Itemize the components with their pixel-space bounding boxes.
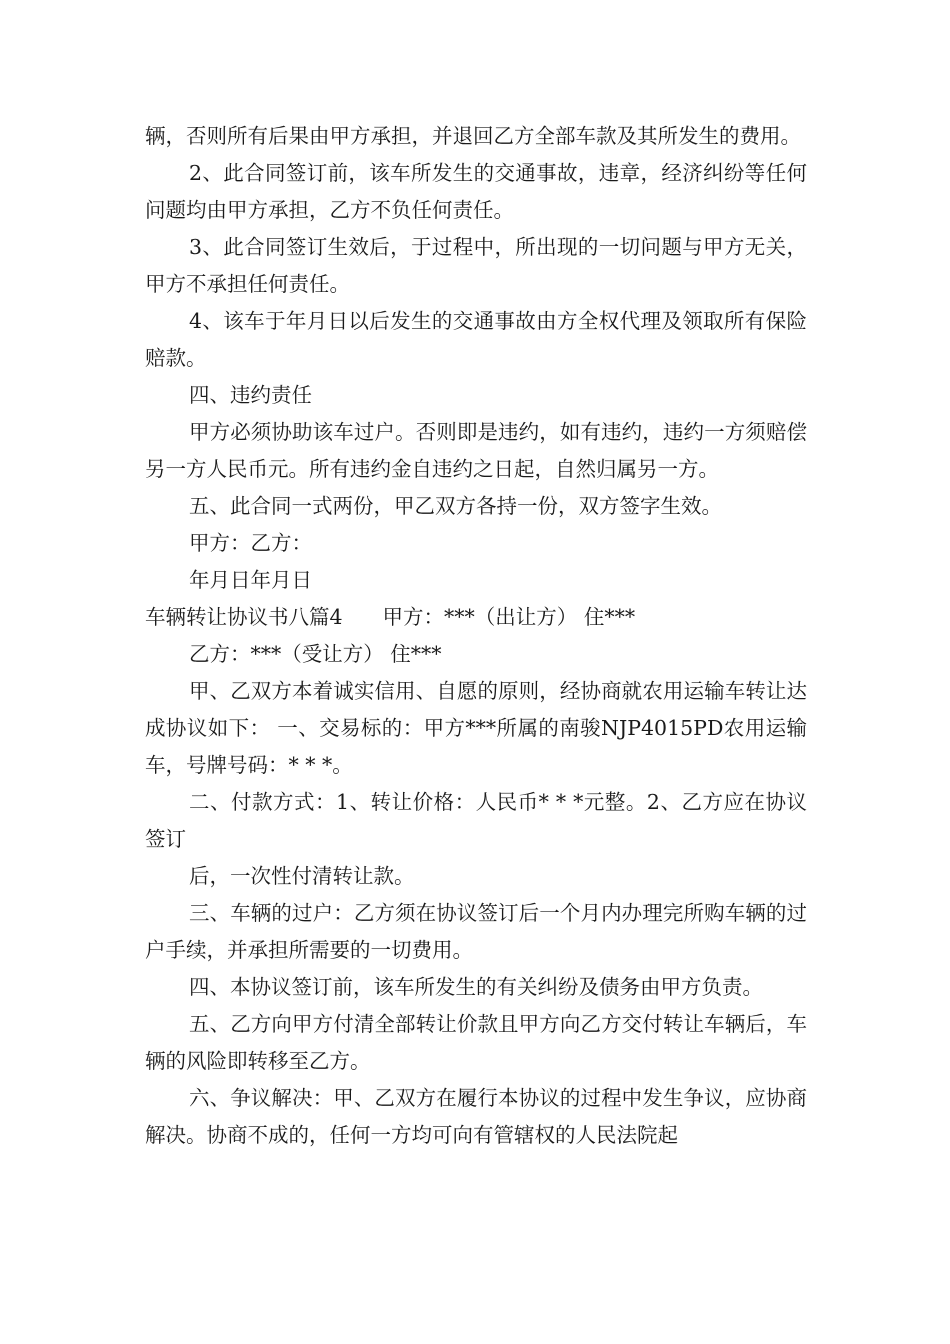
heading-line <box>145 599 807 636</box>
section-heading-breach: 四、违约责任 <box>189 383 312 407</box>
paragraph-agreement-intro: 甲、乙双方本着诚实信用、自愿的原则，经协商就农用运输车转让达成协议如下： 一、交易标的：甲方***所属的南骏NJP4015PD农用运输车，号牌号码：* * *。 <box>145 679 807 777</box>
paragraph-2: 2、此合同签订前，该车所发生的交通事故，违章，经济纠纷等任何问题均由甲方承担，乙方不负任何责任。 <box>145 161 807 222</box>
paragraph-payment-cont: 后，一次性付清转让款。 <box>189 864 415 888</box>
paragraph-breach-terms: 甲方必须协助该车过户。否则即是违约，如有违约，违约一方须赔偿另一方人民币元。所有违约金自违约之日起，自然归属另一方。 <box>145 420 807 481</box>
paragraph-copies: 五、此合同一式两份，甲乙双方各持一份，双方签字生效。 <box>189 494 722 518</box>
paragraph-risk: 五、乙方向甲方付清全部转让价款且甲方向乙方交付转让车辆后，车辆的风险即转移至乙方。 <box>145 1012 807 1073</box>
party-b-line: 乙方：***（受让方） 住*** <box>189 642 442 666</box>
paragraph-3: 3、此合同签订生效后，于过程中，所出现的一切问题与甲方无关，甲方不承担任何责任。 <box>145 235 807 296</box>
document-body <box>145 118 807 1154</box>
signature-dates: 年月日年月日 <box>189 568 312 592</box>
paragraph-4: 4、该车于年月日以后发生的交通事故由方全权代理及领取所有保险赔款。 <box>145 309 807 370</box>
paragraph-payment: 二、付款方式：1、转让价格：人民币* * *元整。2、乙方应在协议签订 <box>145 790 807 851</box>
party-a-line: 甲方：***（出让方） 住*** <box>382 605 636 629</box>
paragraph-transfer: 三、车辆的过户：乙方须在协议签订后一个月内办理完所购车辆的过户手续，并承担所需要的一切费用。 <box>145 901 807 962</box>
signature-parties: 甲方：乙方： <box>189 531 312 555</box>
paragraph-1: 辆，否则所有后果由甲方承担，并退回乙方全部车款及其所发生的费用。 <box>145 124 801 148</box>
paragraph-disputes-prior: 四、本协议签订前，该车所发生的有关纠纷及债务由甲方负责。 <box>189 975 763 999</box>
paragraph-dispute-resolution: 六、争议解决：甲、乙双方在履行本协议的过程中发生争议，应协商解决。协商不成的，任何一方均可向有管辖权的人民法院起 <box>145 1086 807 1147</box>
document-title: 车辆转让协议书八篇4 <box>145 605 343 629</box>
